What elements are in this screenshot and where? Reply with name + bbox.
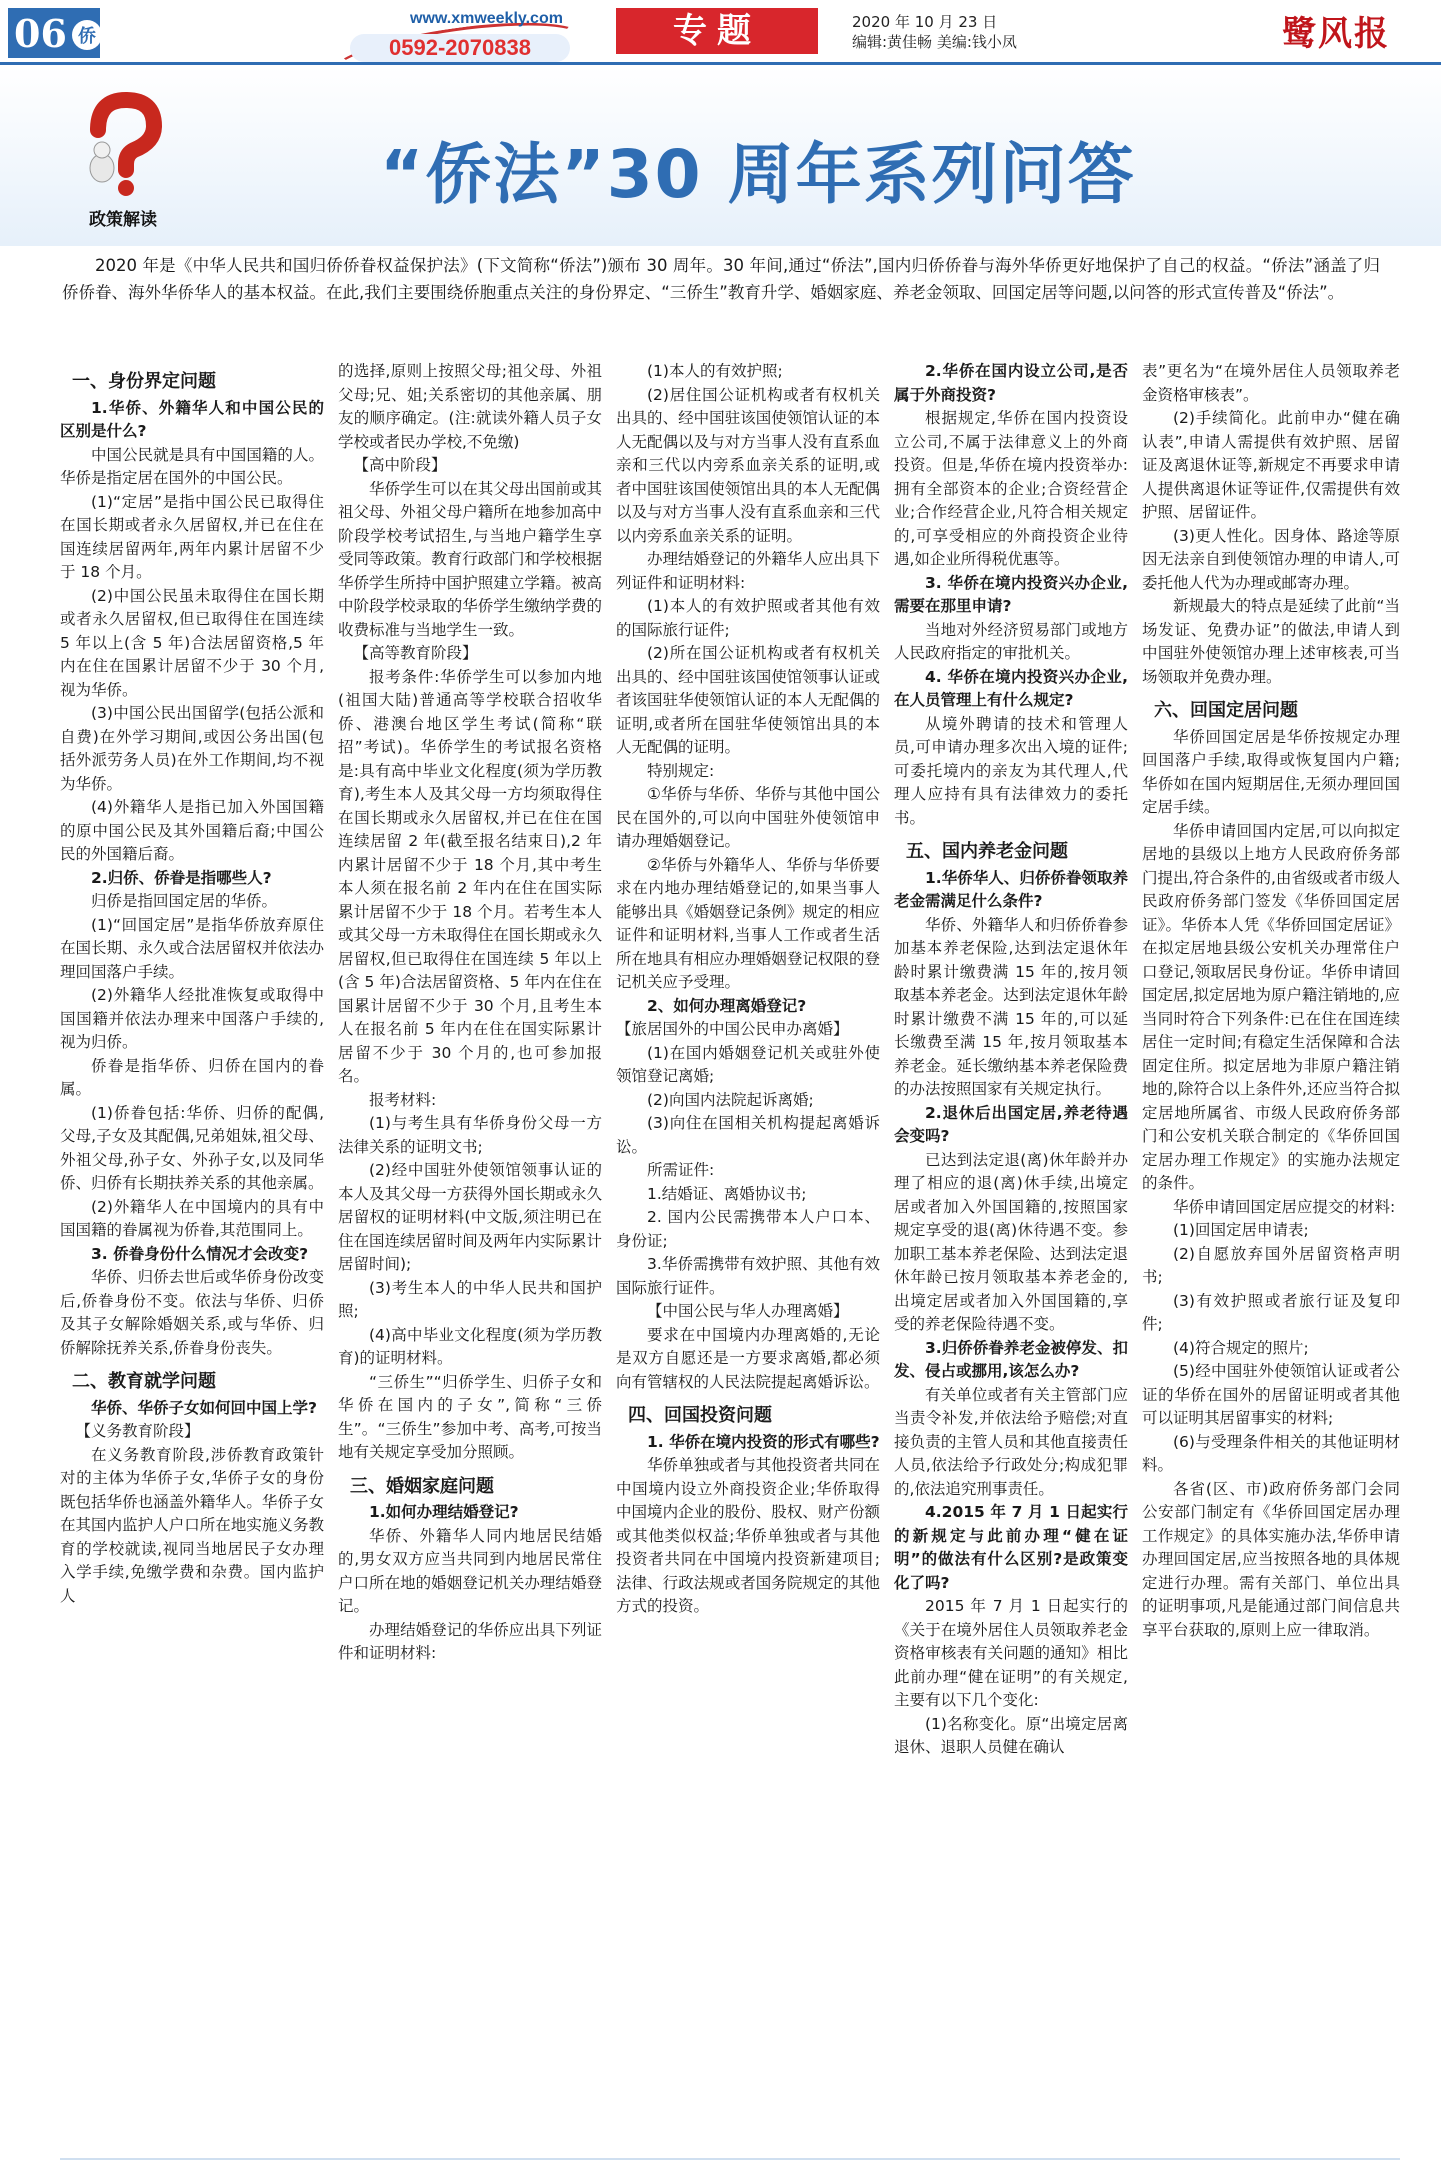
body-paragraph: 华侨申请回国内定居,可以向拟定居地的县级以上地方人民政府侨务部门提出,符合条件的,由省级或者市级人民政府侨务部门签发《华侨回国定居证》。华侨本人凭《华侨回国定居证》在拟定居地县级公安机关办理常住户口登记,领取居民身份证。华侨申请回国定居,拟定居地为原户籍注销地的,应当同时符合下列条件:已在住在国连续居住一定时间;有稳定生活保障和合法固定住所。拟定居地为非原户籍注销地的,除符合以上条件外,还应当符合拟定居地所属省、市级人民政府侨务部门和公安机关联合制定的《华侨回国定居办理工作规定》的实施办法规定的条件。: [1142, 821, 1400, 1192]
body-paragraph: 华侨回国定居是华侨按规定办理回国落户手续,取得或恢复国内户籍;华侨如在国内短期居住,无须办理回国定居手续。: [1142, 727, 1400, 816]
body-paragraph: 3.华侨需携带有效护照、其他有效国际旅行证件。: [616, 1255, 880, 1297]
body-paragraph: 从境外聘请的技术和管理人员,可申请办理多次出入境的证件;可委托境内的亲友为其代理人,代理人应持有具有法律效力的委托书。: [894, 714, 1128, 827]
body-paragraph: 华侨、外籍华人和归侨侨眷参加基本养老保险,达到法定退休年龄时累计缴费满 15 年的,按月领取基本养老金。达到法定退休年龄时累计缴费不满 15 年的,可以延长缴费至满 15 年,按月领取基本养老金。延长缴纳基本养老保险费的办法按照国家有关规定执行。: [894, 915, 1128, 1098]
body-paragraph: 华侨申请回国定居应提交的材料:: [1173, 1197, 1396, 1216]
body-paragraph: 有关单位或者有关主管部门应当责令补发,并依法给予赔偿;对直接负责的主管人员和其他直接责任人员,依法给予行政处分;构成犯罪的,依法追究刑事责任。: [894, 1385, 1128, 1498]
body-paragraph: (1)侨眷包括:华侨、归侨的配偶,父母,子女及其配偶,兄弟姐妹,祖父母、外祖父母,孙子女、外孙子女,以及同华侨、归侨有长期扶养关系的其他亲属。: [60, 1103, 324, 1192]
body-paragraph: 在义务教育阶段,涉侨教育政策针对的主体为华侨子女,华侨子女的身份既包括华侨也涵盖外籍华人。华侨子女在其国内监护人户口所在地实施义务教育的学校就读,视同当地居民子女办理入学手续,免缴学费和杂费。国内监护人: [60, 1445, 324, 1605]
editor-credits: 编辑:黄佳畅 美编:钱小凤: [852, 33, 1017, 51]
body-paragraph: (1)名称变化。原“出境定居离退休、退职人员健在确认: [894, 1714, 1128, 1756]
question-heading: 2.退休后出国定居,养老待遇会变吗?: [894, 1103, 1128, 1145]
body-paragraph: ②华侨与外籍华人、华侨与华侨要求在内地办理结婚登记的,如果当事人能够出具《婚姻登记条例》规定的相应证件和证明材料,当事人工作或者生活所在地具有相应办理婚姻登记权限的登记机关应予受理。: [616, 855, 880, 991]
body-paragraph: 当地对外经济贸易部门或地方人民政府指定的审批机关。: [894, 620, 1128, 662]
section-title: 专题: [616, 8, 818, 54]
question-heading: 2.归侨、侨眷是指哪些人?: [91, 868, 272, 887]
article-column-4: [894, 360, 1128, 2155]
article-column-5: [1142, 360, 1400, 2155]
question-heading: 3. 侨眷身份什么情况才会改变?: [91, 1244, 309, 1263]
body-paragraph: (3)向住在国相关机构提起离婚诉讼。: [616, 1114, 880, 1156]
section-heading: 六、回国定居问题: [1154, 700, 1298, 721]
body-paragraph: 新规最大的特点是延续了此前“当场发证、免费办证”的做法,申请人到中国驻外使领馆办理上述审核表,可当场领取并免费办理。: [1142, 597, 1400, 686]
body-paragraph: 归侨是指回国定居的华侨。: [91, 892, 278, 910]
footer-rule: [60, 2158, 1400, 2160]
body-paragraph: 【中国公民与华人办理离婚】: [647, 1302, 849, 1320]
body-paragraph: 各省(区、市)政府侨务部门会同公安部门制定有《华侨回国定居办理工作规定》的具体实施办法,华侨申请办理回国定居,应当按照各地的具体规定进行办理。需有关部门、单位出具的证明事项,凡是能通过部门间信息共享平台获取的,原则上应一律取消。: [1142, 1479, 1400, 1639]
section-heading: 二、教育就学问题: [72, 1371, 216, 1392]
body-paragraph: (2)外籍华人经批准恢复或取得中国国籍并依法办理来中国落户手续的,视为归侨。: [60, 986, 324, 1051]
body-paragraph: 华侨学生可以在其父母出国前或其祖父母、外祖父母户籍所在地参加高中阶段学校考试招生,与当地户籍学生享受同等政策。教育行政部门和学校根据华侨学生所持中国护照建立学籍。被高中阶段学校录取的华侨学生缴纳学费的收费标准与当地学生一致。: [338, 479, 602, 639]
body-paragraph: 根据规定,华侨在国内投资设立公司,不属于法律意义上的外商投资。但是,华侨在境内投资举办:拥有全部资本的企业;合资经营企业;合作经营企业,凡符合相关规定的,可享受相应的外商投资企业待遇,如企业所得税优惠等。: [894, 409, 1128, 568]
subsection-label: 【高等教育阶段】: [353, 644, 478, 662]
newspaper-logo-icon: 侨: [72, 20, 102, 50]
body-paragraph: (2)手续简化。此前申办“健在确认表”,申请人需提供有效护照、居留证及离退休证等,新规定不再要求申请人提供离退休证等证件,仅需提供有效护照、居留证件。: [1142, 409, 1400, 521]
body-paragraph: (4)高中毕业文化程度(须为学历教育)的证明材料。: [338, 1325, 602, 1367]
body-paragraph: (1)与考生具有华侨身份父母一方法律关系的证明文书;: [338, 1114, 602, 1156]
subsection-label: 【义务教育阶段】: [75, 1422, 200, 1440]
page-number: 06: [14, 10, 67, 56]
body-paragraph: 已达到法定退(离)休年龄并办理了相应的退(离)休手续,出境定居或者加入外国国籍的,按照国家规定享受的退(离)休待遇不变。参加职工基本养老保险、达到法定退休年龄已按月领取基本养老金的,出境定居或者加入外国国籍的,享受的养老保险待遇不变。: [894, 1150, 1128, 1333]
website-link[interactable]: www.xmweekly.com: [410, 10, 563, 27]
continued-text: 【旅居国外的中国公民申办离婚】: [616, 1020, 849, 1038]
body-paragraph: (2)居住国公证机构或者有权机关出具的、经中国驻该国使领馆认证的本人无配偶以及与对方当事人没有直系血亲和三代以内旁系血亲关系的证明,或者中国驻该国使领馆出具的本人无配偶以及与对方当事人没有直系血亲和三代以内旁系血亲关系的证明。: [616, 385, 880, 545]
question-heading: 1.如何办理结婚登记?: [369, 1503, 519, 1521]
question-mark-icon: [68, 90, 178, 200]
body-paragraph: 2015 年 7 月 1 日起实行的《关于在境外居住人员领取养老金资格审核表有关问题的通知》相比此前办理“健在证明”的有关规定,主要有以下几个变化:: [894, 1597, 1128, 1709]
question-heading: 1. 华侨在境内投资的形式有哪些?: [647, 1432, 880, 1451]
body-paragraph: (3)考生本人的中华人民共和国护照;: [338, 1278, 602, 1320]
body-paragraph: (2)经中国驻外使领馆领事认证的本人及其父母一方获得外国长期或永久居留权的证明材料(中文版,须注明已在住在国连续居留时间及两年内实际累计居留时间);: [338, 1161, 602, 1273]
section-heading: 一、身份界定问题: [72, 371, 216, 392]
body-paragraph: (2)所在国公证机构或者有权机关出具的、经中国驻该国使馆领事认证或者该国驻华使领馆认证的本人无配偶的证明,或者所在国驻华使领馆出具的本人无配偶的证明。: [616, 644, 880, 756]
continued-text: 的选择,原则上按照父母;祖父母、外祖父母;兄、姐;关系密切的其他亲属、朋友的顺序确定。(注:就读外籍人员子女学校或者民办学校,不免缴): [338, 362, 602, 451]
body-paragraph: (1)回国定居申请表;: [1173, 1221, 1309, 1239]
body-paragraph: 侨眷是指华侨、归侨在国内的眷属。: [60, 1056, 324, 1098]
body-paragraph: 2. 国内公民需携带本人户口本、身份证;: [616, 1208, 880, 1250]
article-column-3: [616, 360, 880, 2155]
body-paragraph: (2)中国公民虽未取得住在国长期或者永久居留权,但已取得住在国连续 5 年以上(含 5 年)合法居留资格,5 年内在住在国累计居留不少于 30 个月,视为华侨。: [60, 586, 324, 699]
body-paragraph: (3)更人性化。因身体、路途等原因无法亲自到使领馆办理的申请人,可委托他人代为办理或邮寄办理。: [1142, 526, 1400, 592]
body-paragraph: (6)与受理条件相关的其他证明材料。: [1142, 1432, 1400, 1474]
body-paragraph: 报考条件:华侨学生可以参加内地(祖国大陆)普通高等学校联合招收华侨、港澳台地区学生考试(简称“联招”考试)。华侨学生的考试报名资格是:具有高中毕业文化程度(须为学历教育),考生本人及其父母一方均须取得住在国长期或永久居留权,并已在住在国连续居留 2 年(截至报名结束日),2 年内累计居留不少于 18 个月,其中考生本人须在报名前 2 年内在住在国实际累计居留不少于 18 个月。若考生本人或其父母一方未取得住在国长期或永久居留权,但已取得住在国连续 5 年以上(含 5 年)合法居留资格、5 年内在住在国累计居留不少于 30 个月,且考生本人在报名前 5 年内在住在国实际累计居留不少于 30 个月的,也可参加报名。: [338, 667, 602, 1085]
intro-paragraph: 2020 年是《中华人民共和国归侨侨眷权益保护法》(下文简称“侨法”)颁布 30 周年。30 年间,通过“侨法”,国内归侨侨眷与海外华侨更好地保护了自己的权益。“侨法”涵盖了归侨侨眷、海外华侨华人的基本权益。在此,我们主要围绕侨胞重点关注的身份界定、“三侨生”教育升学、婚姻家庭、养老金领取、回国定居等问题,以问答的形式宣传普及“侨法”。: [62, 256, 1380, 302]
body-paragraph: (5)经中国驻外使领馆认证或者公证的华侨在国外的居留证明或者其他可以证明其居留事实的材料;: [1142, 1362, 1400, 1427]
section-heading: 三、婚姻家庭问题: [350, 1475, 494, 1497]
question-heading: 4.2015 年 7 月 1 日起实行的新规定与此前办理“健在证明”的做法有什么区别?是政策变化了吗?: [894, 1503, 1128, 1592]
body-paragraph: (1)在国内婚姻登记机关或驻外使领馆登记离婚;: [616, 1043, 880, 1085]
question-heading: 2.华侨在国内设立公司,是否属于外商投资?: [894, 362, 1128, 404]
body-paragraph: 华侨、归侨去世后或华侨身份改变后,侨眷身份不变。依法与华侨、归侨及其子女解除婚姻关系,或与华侨、归侨解除抚养关系,侨眷身份丧失。: [60, 1268, 324, 1357]
article-column-2: [338, 360, 602, 2155]
masthead-logo: 鹭风报: [1282, 14, 1390, 54]
body-paragraph: 所需证件:: [647, 1161, 715, 1179]
body-paragraph: ①华侨与华侨、华侨与其他中国公民在国外的,可以向中国驻外使领馆申请办理婚姻登记。: [616, 785, 880, 850]
page-number-box: [8, 8, 100, 58]
hotline-number: 0592-2070838: [350, 34, 570, 62]
body-paragraph: 1.结婚证、离婚协议书;: [647, 1184, 807, 1203]
issue-date: 2020 年 10 月 23 日: [852, 13, 998, 31]
body-paragraph: 要求在中国境内办理离婚的,无论是双方自愿还是一方要求离婚,都必须向有管辖权的人民法院提起离婚诉讼。: [616, 1325, 880, 1391]
subsection-label: 【高中阶段】: [353, 456, 447, 474]
page-header: [0, 0, 1441, 64]
body-paragraph: (2)向国内法院起诉离婚;: [647, 1090, 814, 1109]
page-headline: “侨法”30 周年系列问答: [380, 136, 1136, 213]
header-rule: [0, 62, 1441, 65]
body-paragraph: 办理结婚登记的外籍华人应出具下列证件和证明材料:: [616, 550, 880, 592]
question-heading: 2、如何办理离婚登记?: [647, 996, 807, 1015]
policy-interpretation-label: 政策解读: [89, 210, 157, 230]
body-paragraph: 华侨单独或者与其他投资者共同在中国境内设立外商投资企业;华侨取得中国境内企业的股份、股权、财产份额或其他类似权益;华侨单独或者与其他投资者共同在中国境内投资新建项目;法律、行政法规或者国务院规定的其他方式的投资。: [616, 1456, 880, 1615]
body-paragraph: (3)中国公民出国留学(包括公派和自费)在外学习期间,或因公务出国(包括外派劳务人员)在外工作期间,均不视为华侨。: [60, 704, 324, 793]
question-heading: 1.华侨华人、归侨侨眷领取养老金需满足什么条件?: [894, 868, 1128, 910]
body-paragraph: (3)有效护照或者旅行证及复印件;: [1142, 1291, 1400, 1333]
question-heading: 4. 华侨在境内投资兴办企业,在人员管理上有什么规定?: [894, 667, 1128, 709]
dateline: [852, 12, 1017, 52]
continued-text: 表”更名为“在境外居住人员领取养老金资格审核表”。: [1142, 362, 1400, 404]
body-paragraph: (4)符合规定的照片;: [1173, 1338, 1309, 1357]
body-paragraph: 中国公民就是具有中国国籍的人。华侨是指定居在国外的中国公民。: [60, 445, 324, 487]
question-heading: 3. 华侨在境内投资兴办企业,需要在那里申请?: [894, 573, 1128, 615]
question-heading: 3.归侨侨眷养老金被停发、扣发、侵占或挪用,该怎么办?: [894, 1338, 1128, 1380]
body-paragraph: 办理结婚登记的华侨应出具下列证件和证明材料:: [338, 1620, 602, 1662]
body-paragraph: 华侨、外籍华人同内地居民结婚的,男女双方应当共同到内地居民常住户口所在地的婚姻登记机关办理结婚登记。: [338, 1526, 602, 1615]
question-heading: 华侨、华侨子女如何回中国上学?: [91, 1398, 317, 1417]
section-heading: 四、回国投资问题: [628, 1405, 772, 1426]
body-paragraph: (1)本人的有效护照或者其他有效的国际旅行证件;: [616, 597, 880, 639]
body-paragraph: (1)“回国定居”是指华侨放弃原住在国长期、永久或合法居留权并依法办理回国落户手续。: [60, 915, 324, 981]
body-paragraph: (1)本人的有效护照;: [647, 362, 783, 380]
section-heading: 五、国内养老金问题: [906, 841, 1068, 862]
body-paragraph: 特别规定:: [647, 761, 715, 780]
body-paragraph: (2)外籍华人在中国境内的具有中国国籍的眷属视为侨眷,其范围同上。: [60, 1197, 324, 1239]
body-paragraph: “三侨生”“归侨学生、归侨子女和华侨在国内的子女”,简称“三侨生”。“三侨生”参加中考、高考,可按当地有关规定享受加分照顾。: [338, 1372, 602, 1461]
question-heading: 1.华侨、外籍华人和中国公民的区别是什么?: [60, 398, 324, 440]
body-paragraph: (4)外籍华人是指已加入外国国籍的原中国公民及其外国籍后裔;中国公民的外国籍后裔。: [60, 798, 324, 863]
body-paragraph: (2)自愿放弃国外居留资格声明书;: [1142, 1244, 1400, 1286]
body-paragraph: 报考材料:: [369, 1090, 437, 1109]
article-column-1: [60, 360, 324, 2155]
body-paragraph: (1)“定居”是指中国公民已取得住在国长期或者永久居留权,并已在住在国连续居留两年,两年内累计居留不少于 18 个月。: [60, 492, 324, 581]
